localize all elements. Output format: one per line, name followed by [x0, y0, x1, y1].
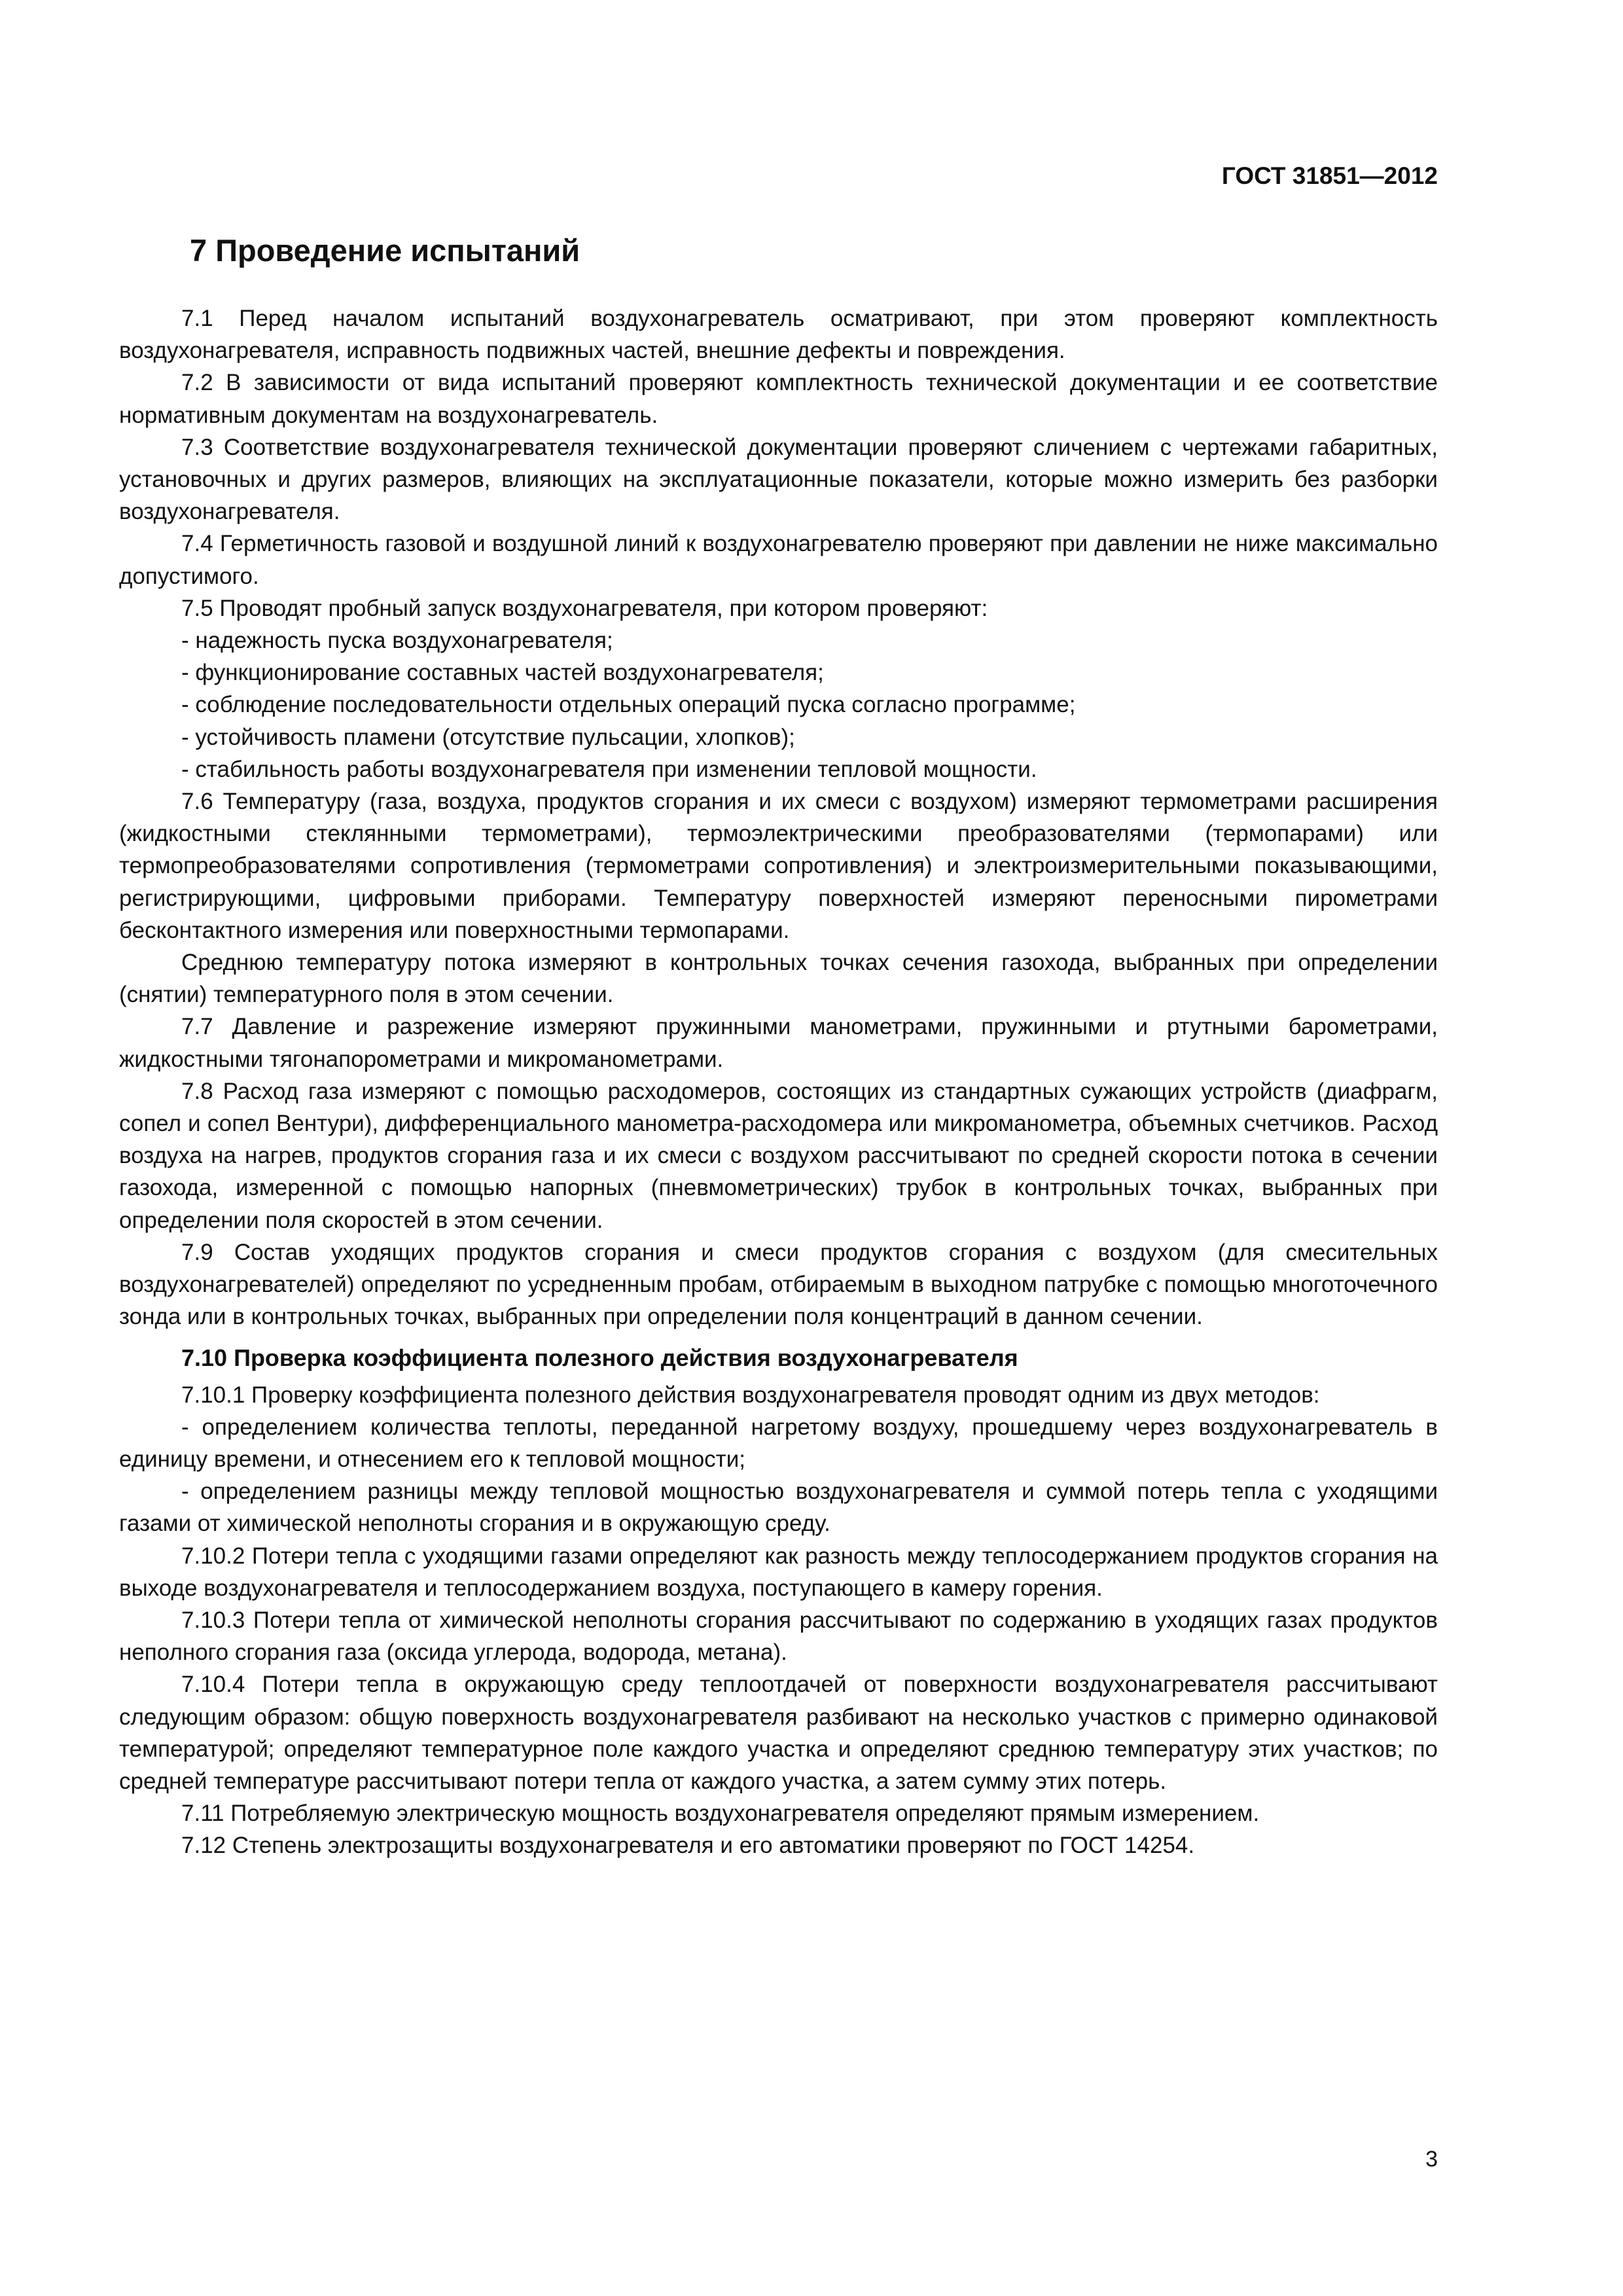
list-item: - соблюдение последовательности отдельных операций пуска согласно программе; [181, 692, 1076, 718]
document-body [119, 302, 1438, 1862]
document-code: ГОСТ 31851—2012 [1221, 162, 1438, 189]
list-item: - надежность пуска воздухонагревателя; [181, 628, 613, 654]
paragraph-7-11: 7.11 Потребляемую электрическую мощность воздухонагревателя определяют прямым измерением. [181, 1801, 1260, 1827]
paragraph-7-3: 7.3 Соответствие воздухонагревателя технической документации проверяют сличением с чертежами габаритных, установочных и других размеров, влияющих на эксплуатационные показатели, которые можно измерить без разборки воздухонагревателя. [119, 434, 1438, 525]
subsection-title: 7.10 Проверка коэффициента полезного действия воздухонагревателя [181, 1344, 1018, 1371]
paragraph-7-7: 7.7 Давление и разрежение измеряют пружинными манометрами, пружинными и ртутными барометрами, жидкостными тягонапорометрами и микроманометрами. [119, 1014, 1438, 1072]
paragraph-7-10-2: 7.10.2 Потери тепла с уходящими газами определяют как разность между теплосодержанием продуктов сгорания на выходе воздухонагревателя и теплосодержанием воздуха, поступающего в камеру горения. [119, 1543, 1438, 1601]
paragraph-7-6: 7.6 Температуру (газа, воздуха, продуктов сгорания и их смеси с воздухом) измеряют термометрами расширения (жидкостными стеклянными термометрами), термоэлектрическими преобразователями (термопарами) или термопреобразователями сопротивления (термометрами сопротивления) и электроизмерительными показывающими, регистрирующими, цифровыми приборами. Температуру поверхностей измеряют переносными пирометрами бесконтактного измерения или поверхностными термопарами. [119, 789, 1438, 943]
page-number: 3 [1425, 2147, 1438, 2172]
paragraph-7-10-4: 7.10.4 Потери тепла в окружающую среду теплоотдачей от поверхности воздухонагревателя рассчитывают следующим образом: общую поверхность воздухонагревателя разбивают на несколько участков с примерно одинаковой температурой; определяют температурное поле каждого участка и определяют среднюю температуру этих участков; по средней температуре рассчитывают потери тепла от каждого участка, а затем сумму этих потерь. [119, 1672, 1438, 1794]
paragraph-7-1: 7.1 Перед началом испытаний воздухонагреватель осматривают, при этом проверяют комплектность воздухонагревателя, исправность подвижных частей, внешние дефекты и повреждения. [119, 306, 1438, 364]
list-item: - устойчивость пламени (отсутствие пульсации, хлопков); [181, 724, 795, 750]
paragraph-7-10-1: 7.10.1 Проверку коэффициента полезного действия воздухонагревателя проводят одним из двух методов: [181, 1382, 1320, 1408]
list-item: - стабильность работы воздухонагревателя при изменении тепловой мощности. [181, 756, 1037, 782]
paragraph-7-9: 7.9 Состав уходящих продуктов сгорания и смеси продуктов сгорания с воздухом (для смесительных воздухонагревателей) определяют по усредненным пробам, отбираемым в выходном патрубке с помощью многоточечного зонда или в контрольных точках, выбранных при определении поля концентраций в данном сечении. [119, 1239, 1438, 1330]
list-item: - определением количества теплоты, переданной нагретому воздуху, прошедшему через воздухонагреватель в единицу времени, и отнесением его к тепловой мощности; [119, 1414, 1438, 1472]
paragraph-7-6-cont: Среднюю температуру потока измеряют в контрольных точках сечения газохода, выбранных при определении (снятии) температурного поля в этом сечении. [119, 950, 1438, 1008]
paragraph-7-4: 7.4 Герметичность газовой и воздушной линий к воздухонагревателю проверяют при давлении не ниже максимально допустимого. [119, 531, 1438, 589]
paragraph-7-5: 7.5 Проводят пробный запуск воздухонагревателя, при котором проверяют: [181, 595, 988, 621]
paragraph-7-10-3: 7.10.3 Потери тепла от химической неполноты сгорания рассчитывают по содержанию в уходящих газах продуктов неполного сгорания газа (оксида углерода, водорода, метана). [119, 1607, 1438, 1666]
paragraph-7-8: 7.8 Расход газа измеряют с помощью расходомеров, состоящих из стандартных сужающих устройств (диафрагм, сопел и сопел Вентури), дифференциального манометра-расходомера или микроманометра, объемных счетчиков. Расход воздуха на нагрев, продуктов сгорания газа и их смеси с воздухом рассчитывают по средней скорости потока в сечении газохода, измеренной с помощью напорных (пневмометрических) трубок в контрольных точках, выбранных при определении поля скоростей в этом сечении. [119, 1078, 1438, 1233]
list-item: - определением разницы между тепловой мощностью воздухонагревателя и суммой потерь тепла с уходящими газами от химической неполноты сгорания и в окружающую среду. [119, 1479, 1438, 1537]
list-item: - функционирование составных частей воздухонагревателя; [181, 660, 824, 686]
paragraph-7-12: 7.12 Степень электрозащиты воздухонагревателя и его автоматики проверяют по ГОСТ 14254. [181, 1833, 1195, 1859]
section-title: 7 Проведение испытаний [190, 233, 580, 268]
paragraph-7-2: 7.2 В зависимости от вида испытаний проверяют комплектность технической документации и ее соответствие нормативным документам на воздухонагреватель. [119, 370, 1438, 428]
